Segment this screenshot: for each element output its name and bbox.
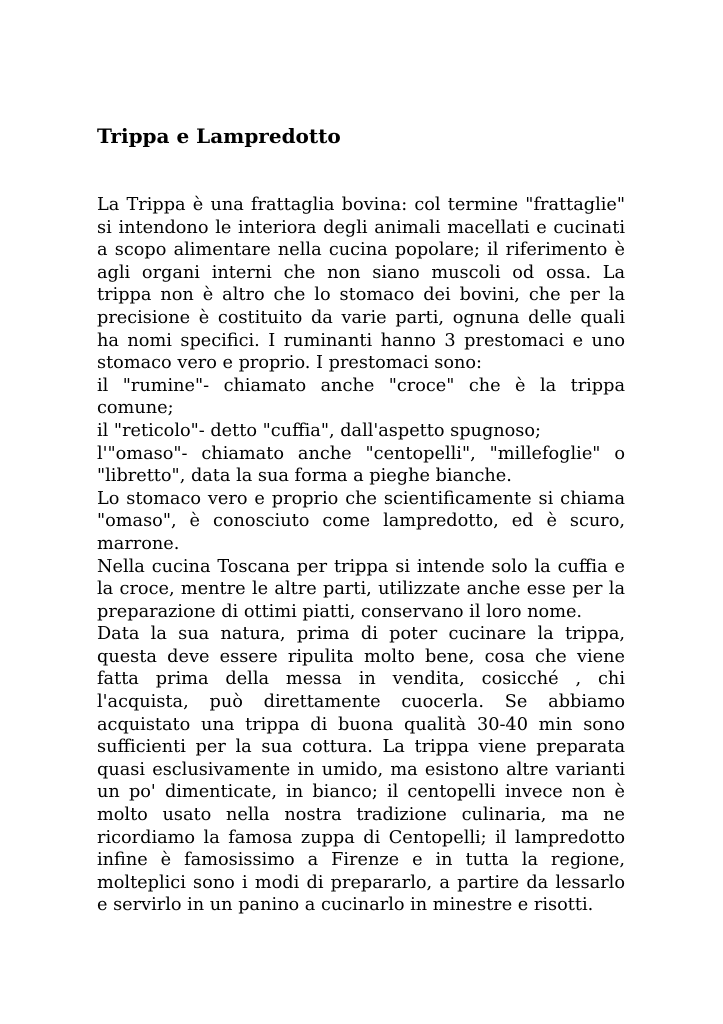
paragraph-intro: La Trippa è una frattaglia bovina: col termine "frattaglie" si intendono le interiora degli animali macellati e cucinati a scopo alimentare nella cucina popolare; il riferimento è agli organi interni che non siano muscoli od ossa. La trippa non è altro che lo stomaco dei bovini, che per la precisione è costituito da varie parti, ognuna delle quali ha nomi specifici. I ruminanti hanno 3 prestomaci e uno stomaco vero e proprio. I prestomaci sono: (97, 195, 625, 374)
paragraph-omaso: l'"omaso"- chiamato anche "centopelli", "millefoglie" o "libretto", data la sua forma a pieghe bianche. (97, 443, 625, 487)
document-body (97, 194, 625, 917)
paragraph-cucina-toscana: Nella cucina Toscana per trippa si intende solo la cuffia e la croce, mentre le altre parti, utilizzate anche esse per la preparazione di ottimi piatti, conservano il loro nome. (97, 556, 625, 622)
paragraph-rumine: il "rumine"- chiamato anche "croce" che è la trippa comune; (97, 375, 625, 419)
paragraph-lampredotto: Lo stomaco vero e proprio che scientificamente si chiama "omaso", è conosciuto come lampredotto, ed è scuro, marrone. (97, 488, 625, 554)
paragraph-reticolo: il "reticolo"- detto "cuffia", dall'aspetto spugnoso; (97, 420, 541, 441)
document-title: Trippa e Lampredotto (97, 124, 341, 148)
document-page (97, 118, 625, 917)
paragraph-preparazione: Data la sua natura, prima di poter cucinare la trippa, questa deve essere ripulita molto bene, cosa che viene fatta prima della messa in vendita, cosicché , chi l'acquista, può direttamente cuocerla. Se abbiamo acquistato una trippa di buona qualità 30-40 min sono sufficienti per la sua cottura. La trippa viene preparata quasi esclusivamente in umido, ma esistono altre varianti un po' dimenticate, in bianco; il centopelli invece non è molto usato nella nostra tradizione culinaria, ma ne ricordiamo la famosa zuppa di Centopelli; il lampredotto infine è famosissimo a Firenze e in tutta la regione, molteplici sono i modi di prepararlo, a partire da lessarlo e servirlo in un panino a cucinarlo in minestre e risotti. (97, 624, 625, 916)
